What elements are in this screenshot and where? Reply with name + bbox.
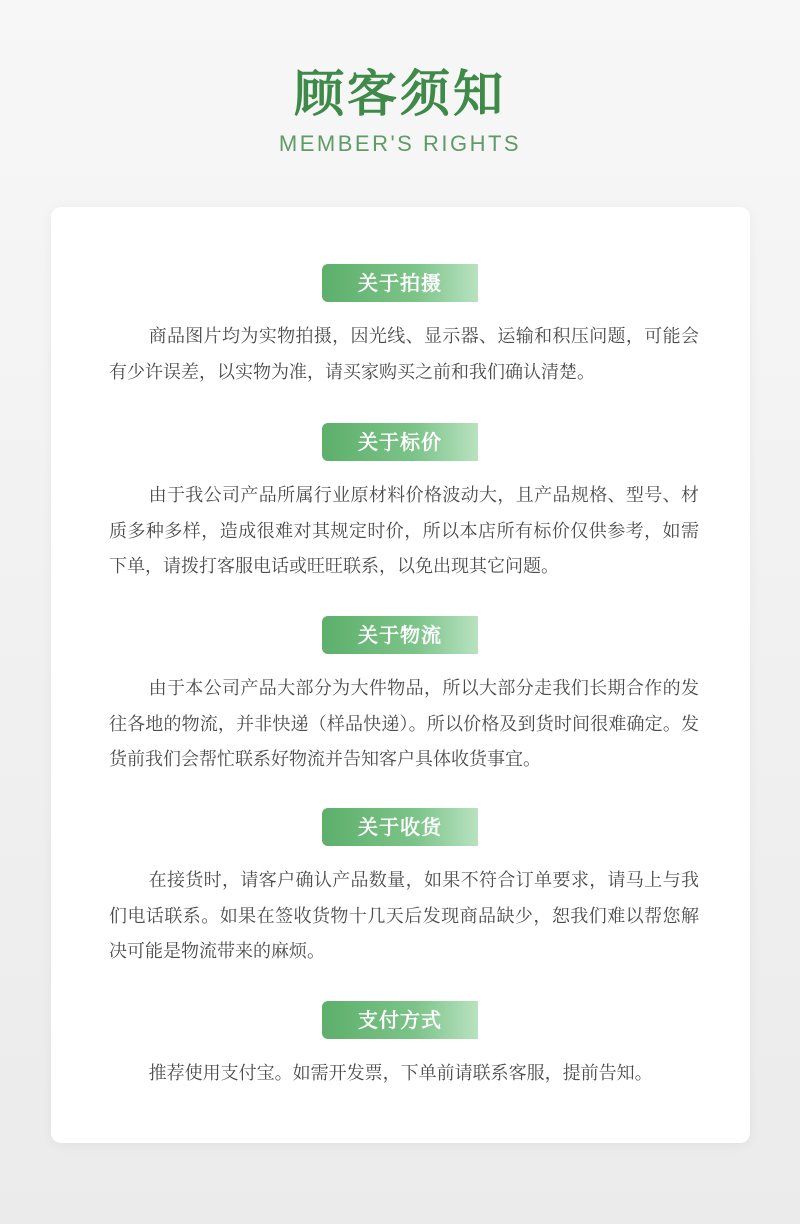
section-heading-badge: 关于收货	[322, 808, 478, 846]
section-heading-badge: 关于物流	[322, 616, 478, 654]
section-paragraph: 在接货时，请客户确认产品数量，如果不符合订单要求，请马上与我们电话联系。如果在签收货物十几天后发现商品缺少，恕我们难以帮您解决可能是物流带来的麻烦。	[109, 870, 699, 962]
section-heading-badge: 关于标价	[322, 423, 478, 461]
section-paragraph: 推荐使用支付宝。如需开发票，下单前请联系客服，提前告知。	[148, 1063, 653, 1084]
page-title: 顾客须知	[294, 65, 506, 123]
notice-card	[51, 207, 750, 1143]
section-paragraph: 由于我公司产品所属行业原材料价格波动大，且产品规格、型号、材质多种多样，造成很难对其规定时价，所以本店所有标价仅供参考，如需下单，请拨打客服电话或旺旺联系，以免出现其它问题。	[109, 485, 699, 577]
page-header	[0, 62, 800, 158]
page-subtitle: MEMBER'S RIGHTS	[278, 131, 522, 156]
section-heading-badge: 支付方式	[322, 1001, 478, 1039]
section-heading-badge: 关于拍摄	[322, 264, 478, 302]
section-paragraph: 商品图片均为实物拍摄，因光线、显示器、运输和积压问题，可能会有少许误差，以实物为准，请买家购买之前和我们确认清楚。	[109, 326, 699, 383]
section-paragraph: 由于本公司产品大部分为大件物品，所以大部分走我们长期合作的发往各地的物流，并非快递（样品快递）。所以价格及到货时间很难确定。发货前我们会帮忙联系好物流并告知客户具体收货事宜。	[109, 678, 699, 770]
